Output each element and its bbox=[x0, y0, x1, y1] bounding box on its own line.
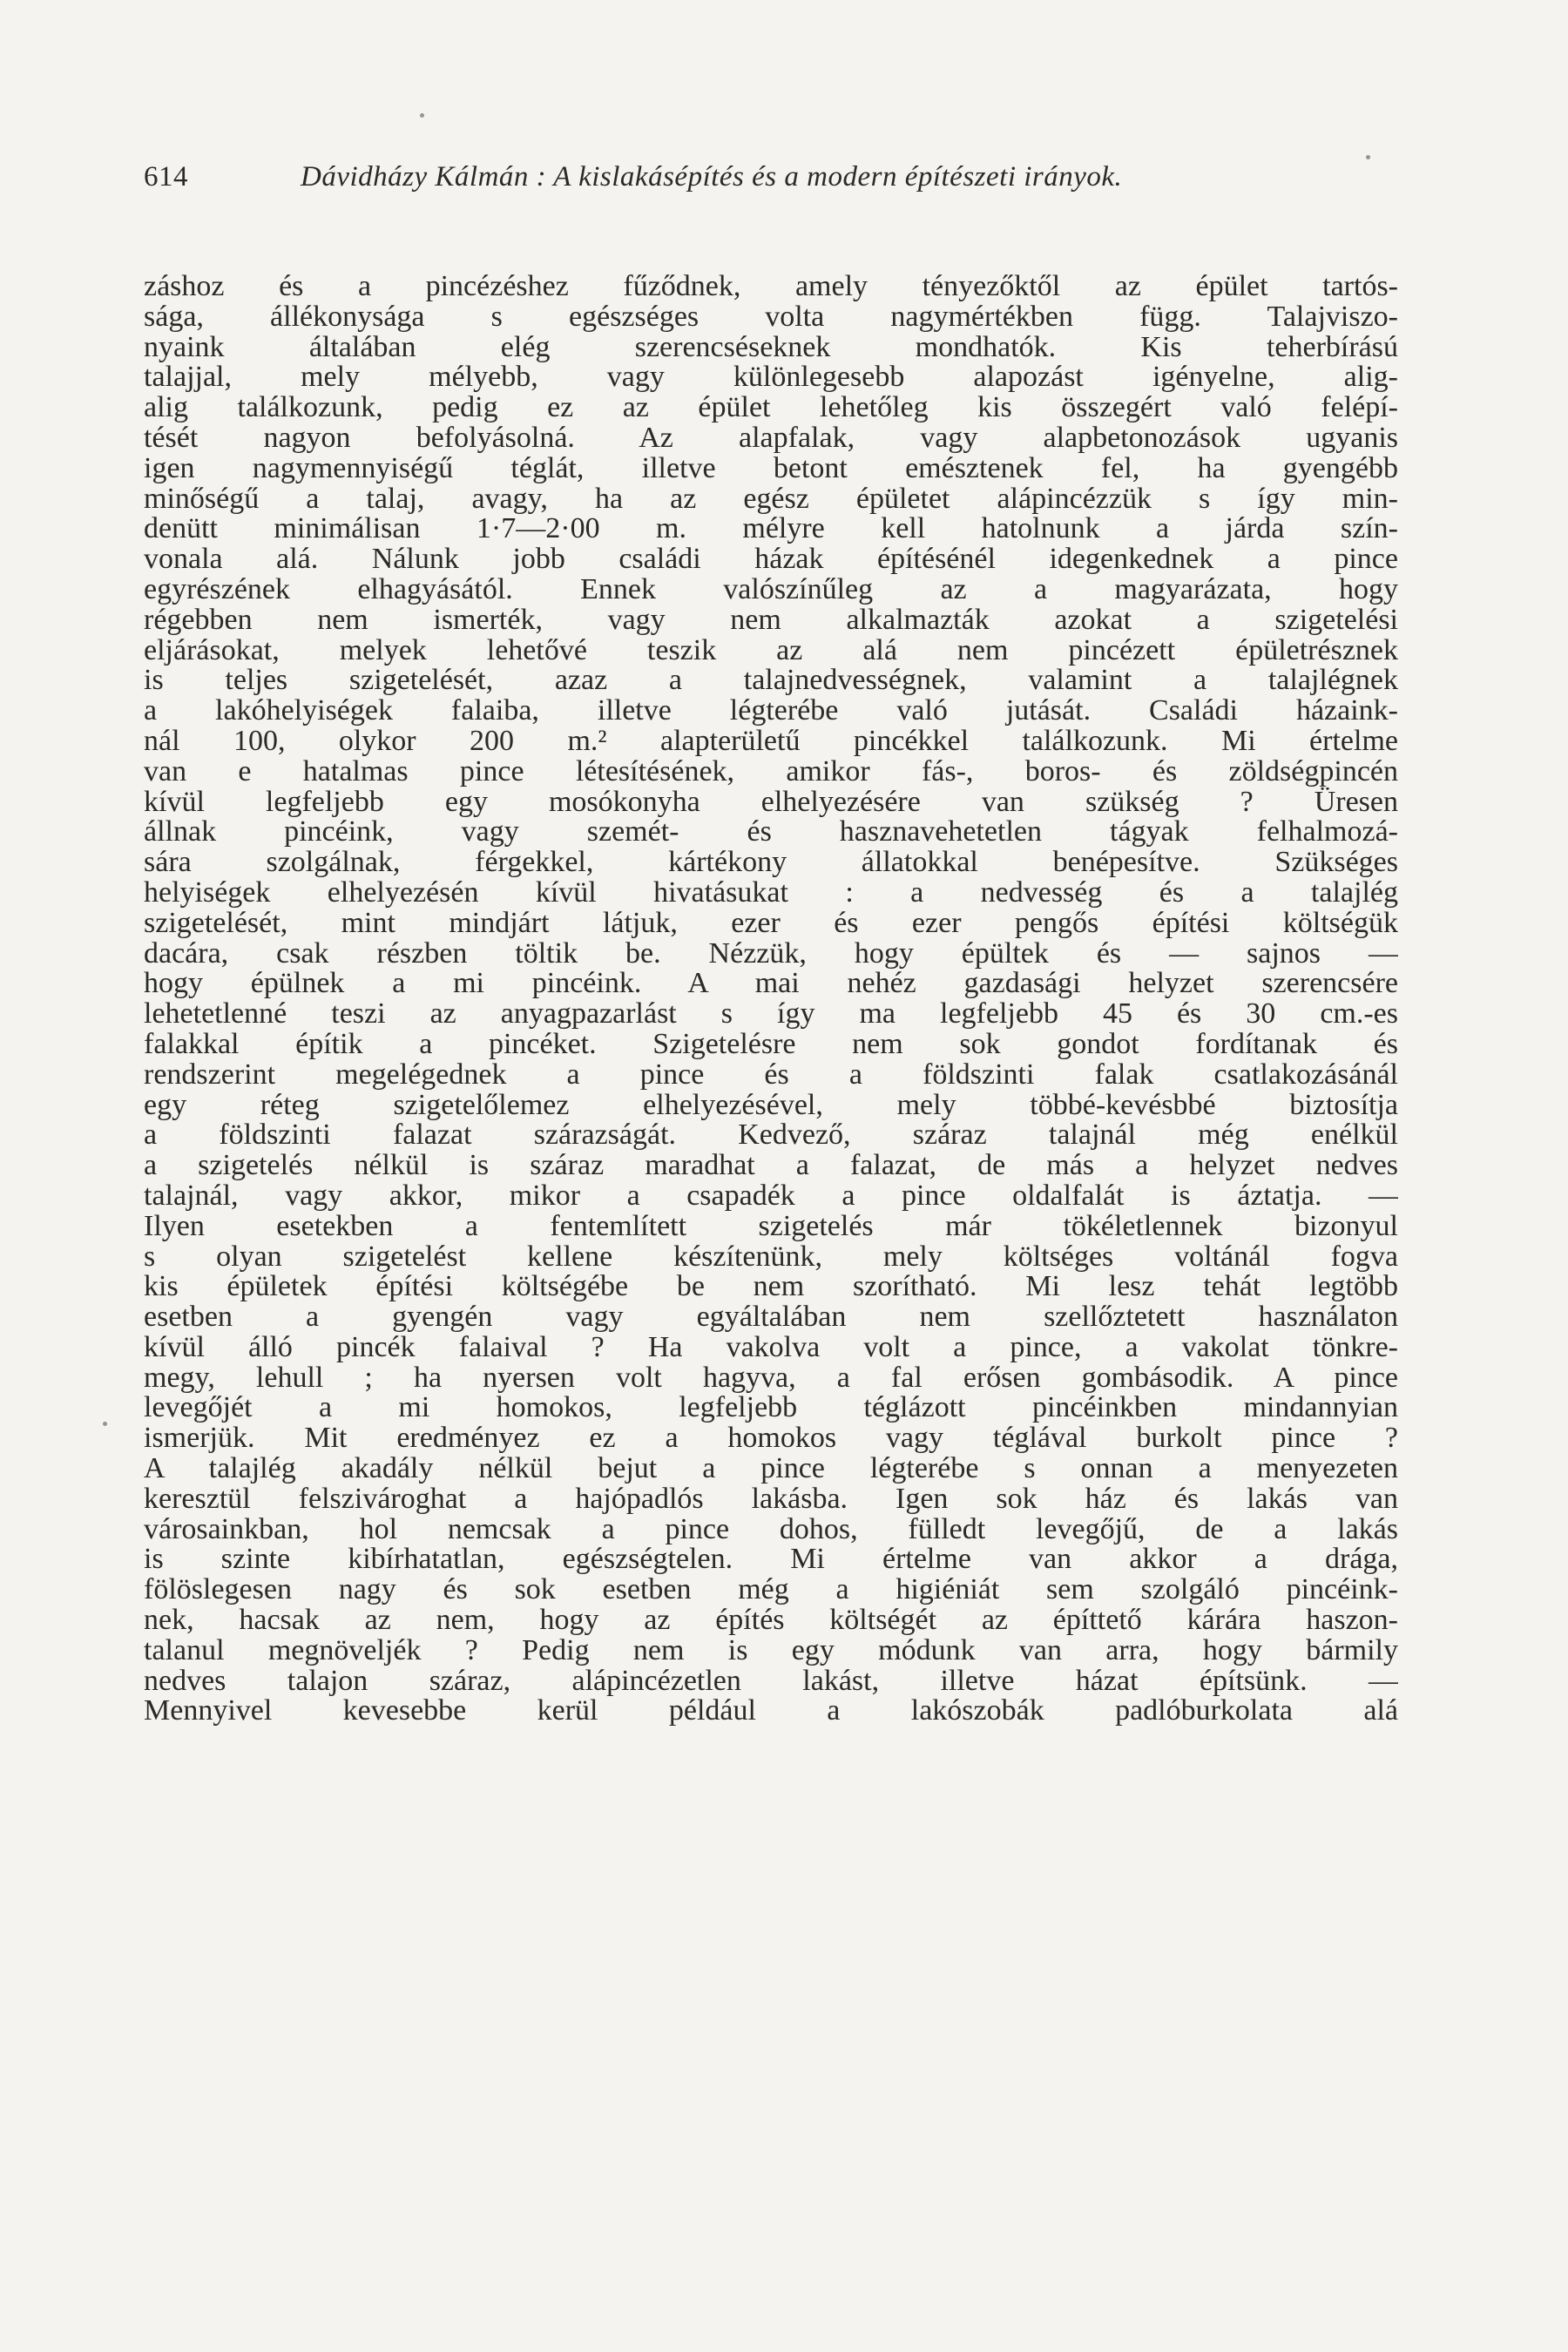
text-line: nyaink általában elég szerencséseknek mondhatók. Kis teherbírású bbox=[144, 332, 1398, 363]
running-head bbox=[144, 155, 1398, 199]
text-line: helyiségek elhelyezésén kívül hivatásukat : a nedvesség és a talajlég bbox=[144, 877, 1398, 909]
text-line: egyrészének elhagyásától. Ennek valószínűleg az a magyarázata, hogy bbox=[144, 574, 1398, 605]
body-text bbox=[144, 272, 1398, 1727]
text-line: Ilyen esetekben a fentemlített szigetelés már tökéletlennek bizonyul bbox=[144, 1211, 1398, 1242]
text-line: eljárásokat, melyek lehetővé teszik az alá nem pincézett épületrésznek bbox=[144, 635, 1398, 666]
text-line: sára szolgálnak, férgekkel, kártékony állatokkal benépesítve. Szükséges bbox=[144, 848, 1398, 878]
text-line: tését nagyon befolyásolná. Az alapfalak, vagy alapbetonozások ugyanis bbox=[144, 422, 1398, 454]
text-line: s olyan szigetelést kellene készítenünk, mely költséges voltánál fogva bbox=[144, 1241, 1398, 1273]
page-number: 614 bbox=[144, 161, 188, 193]
text-line: kívül álló pincék falaival ? Ha vakolva volt a pince, a vakolat tönkre- bbox=[144, 1332, 1398, 1363]
text-line: nál 100, olykor 200 m.² alapterületű pincékkel találkozunk. Mi értelme bbox=[144, 726, 1398, 757]
text-line: is szinte kibírhatatlan, egészségtelen. Mi értelme van akkor a drága, bbox=[144, 1544, 1398, 1576]
text-line: talajnál, vagy akkor, mikor a csapadék a pince oldalfalát is áztatja. — bbox=[144, 1180, 1398, 1212]
text-line: egy réteg szigetelőlemez elhelyezésével, mely többé-kevésbbé biztosítja bbox=[144, 1090, 1398, 1121]
text-line: minőségű a talaj, avagy, ha az egész épületet alápincézzük s így min- bbox=[144, 483, 1398, 515]
text-line: rendszerint megelégednek a pince és a földszinti falak csatlakozásánál bbox=[144, 1059, 1398, 1091]
paper-speck bbox=[420, 113, 424, 118]
running-title: Dávidházy Kálmán : A kislakásépítés és a modern építészeti irányok. bbox=[301, 161, 1123, 193]
text-line: talajjal, mely mélyebb, vagy különlegesebb alapozást igényelne, alig- bbox=[144, 362, 1398, 394]
text-line: nedves talajon száraz, alápincézetlen lakást, illetve házat építsünk. — bbox=[144, 1666, 1398, 1697]
text-line: denütt minimálisan 1·7—2·00 m. mélyre kell hatolnunk a járda szín- bbox=[144, 514, 1398, 545]
text-line: nek, hacsak az nem, hogy az építés költségét az építtető kárára haszon- bbox=[144, 1605, 1398, 1636]
text-line: állnak pincéink, vagy szemét- és hasznavehetetlen tágyak felhalmozá- bbox=[144, 817, 1398, 848]
text-line: fölöslegesen nagy és sok esetben még a higiéniát sem szolgáló pincéink- bbox=[144, 1575, 1398, 1606]
text-line: dacára, csak részben töltik be. Nézzük, hogy épültek és — sajnos — bbox=[144, 938, 1398, 970]
text-line: a szigetelés nélkül is száraz maradhat a falazat, de más a helyzet nedves bbox=[144, 1151, 1398, 1181]
text-line: keresztül felszivároghat a hajópadlós lakásba. Igen sok ház és lakás van bbox=[144, 1484, 1398, 1515]
text-line: ismerjük. Mit eredményez ez a homokos vagy téglával burkolt pince ? bbox=[144, 1423, 1398, 1455]
text-line: is teljes szigetelését, azaz a talajnedvességnek, valamint a talajlégnek bbox=[144, 666, 1398, 697]
text-line: lehetetlenné teszi az anyagpazarlást s így ma legfeljebb 45 és 30 cm.-es bbox=[144, 999, 1398, 1030]
text-line: esetben a gyengén vagy egyáltalában nem szellőztetett használaton bbox=[144, 1302, 1398, 1333]
text-line: alig találkozunk, pedig ez az épület lehetőleg kis összegért való felépí- bbox=[144, 393, 1398, 423]
text-line: a földszinti falazat szárazságát. Kedvező, száraz talajnál még enélkül bbox=[144, 1120, 1398, 1152]
text-line: talanul megnöveljék ? Pedig nem is egy módunk van arra, hogy bármily bbox=[144, 1635, 1398, 1666]
text-line: szigetelését, mint mindjárt látjuk, ezer és ezer pengős építési költségük bbox=[144, 908, 1398, 939]
text-line: vonala alá. Nálunk jobb családi házak építésénél idegenkednek a pince bbox=[144, 544, 1398, 575]
text-line: van e hatalmas pince létesítésének, amikor fás-, boros- és zöldségpincén bbox=[144, 756, 1398, 787]
text-line: hogy épülnek a mi pincéink. A mai nehéz gazdasági helyzet szerencsére bbox=[144, 969, 1398, 1000]
text-line: záshoz és a pincézéshez fűződnek, amely tényezőktől az épület tartós- bbox=[144, 272, 1398, 302]
text-line: igen nagymennyiségű téglát, illetve betont emésztenek fel, ha gyengébb bbox=[144, 453, 1398, 484]
text-line: a lakóhelyiségek falaiba, illetve légterébe való jutását. Családi házaink- bbox=[144, 696, 1398, 727]
text-line: Mennyivel kevesebbe kerül például a lakószobák padlóburkolata alá bbox=[144, 1696, 1398, 1727]
text-line: kis épületek építési költségébe be nem szorítható. Mi lesz tehát legtöbb bbox=[144, 1272, 1398, 1303]
text-line: levegőjét a mi homokos, legfeljebb téglázott pincéinkben mindannyian bbox=[144, 1393, 1398, 1424]
text-line: régebben nem ismerték, vagy nem alkalmazták azokat a szigetelési bbox=[144, 605, 1398, 636]
text-line: sága, állékonysága s egészséges volta nagymértékben függ. Talajviszo- bbox=[144, 301, 1398, 333]
paper-speck bbox=[103, 1422, 107, 1426]
text-line: megy, lehull ; ha nyersen volt hagyva, a fal erősen gombásodik. A pince bbox=[144, 1362, 1398, 1394]
text-line: városainkban, hol nemcsak a pince dohos, fülledt levegőjű, de a lakás bbox=[144, 1514, 1398, 1545]
text-line: falakkal építik a pincéket. Szigetelésre nem sok gondot fordítanak és bbox=[144, 1029, 1398, 1060]
text-line: kívül legfeljebb egy mosókonyha elhelyezésére van szükség ? Üresen bbox=[144, 787, 1398, 818]
text-line: A talajlég akadály nélkül bejut a pince légterébe s onnan a menyezeten bbox=[144, 1454, 1398, 1484]
